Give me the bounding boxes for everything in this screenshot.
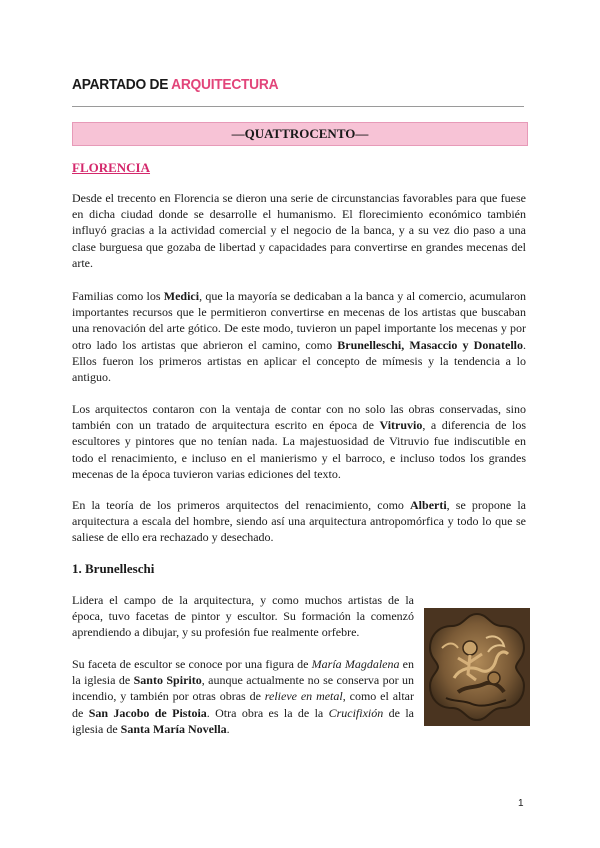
bold-vitruvio: Vitruvio bbox=[379, 418, 423, 433]
text-run: , a diferencia de los escultores y pintores que no tenían nada. La majestuosidad de Vitruvio fue indiscutible en todo el renacimiento, e incluso en el manierismo y el barroco, e incluso todos los grandes mecenas de la época tuvieron varias ediciones del texto. bbox=[72, 418, 526, 481]
italic-crucifixion: Crucifixión bbox=[328, 705, 384, 720]
text-run: En la teoría de los primeros arquitectos del renacimiento, como bbox=[72, 498, 411, 512]
quattrocento-banner bbox=[72, 122, 528, 146]
heading-brunelleschi: 1. Brunelleschi bbox=[72, 561, 155, 576]
paragraph-alberti bbox=[72, 497, 526, 546]
page-number: 1 bbox=[518, 798, 524, 809]
bold-santa-maria-novella: Santa María Novella bbox=[120, 721, 227, 736]
header-divider bbox=[72, 106, 524, 107]
text-run: . Otra obra es la de la bbox=[206, 705, 329, 720]
bold-alberti: Alberti bbox=[410, 498, 447, 512]
text-run: Los arquitectos contaron con la ventaja de contar con no solo las obras conservadas, sino también con un tratado de arquitectura escrito en época de bbox=[72, 402, 526, 433]
paragraph-medici bbox=[72, 288, 526, 385]
bold-santo-spirito: Santo Spirito bbox=[133, 673, 202, 688]
italic-maria-magdalena: María Magdalena bbox=[311, 657, 400, 671]
paragraph-brunelleschi-sculptor bbox=[72, 656, 414, 737]
section-title-florencia: FLORENCIA bbox=[72, 160, 151, 175]
bold-artists: Brunelleschi, Masaccio y Donatello bbox=[337, 337, 523, 352]
bronze-relief-image bbox=[424, 608, 530, 726]
text-run: en la iglesia de bbox=[72, 657, 415, 688]
text-run: de la iglesia de bbox=[72, 705, 414, 736]
italic-relieve-metal: relieve en metal bbox=[264, 689, 343, 704]
bold-san-jacobo: San Jacobo de Pistoia bbox=[88, 705, 207, 720]
text-run: . Ellos fueron los primeros artistas en aplicar el concepto de mímesis y la tendencia a lo antiguo. bbox=[72, 337, 526, 385]
header-title-part2: ARQUITECTURA bbox=[171, 76, 279, 93]
text-run: , se propone la arquitectura a escala del hombre, siendo así una arquitectura antropomórfica y todo lo que se saliese de ello era rechazado y desechado. bbox=[72, 498, 526, 545]
bold-medici: Medici bbox=[163, 289, 200, 303]
paragraph-brunelleschi-intro bbox=[72, 592, 414, 641]
text-run: Su faceta de escultor se conoce por una figura de bbox=[72, 657, 312, 671]
text-run: , como el altar de bbox=[72, 689, 415, 720]
text-run: . bbox=[226, 721, 230, 736]
document-header-title bbox=[72, 76, 278, 93]
text-run: , aunque actualmente no se conserva por un incendio, y también por otras obras de bbox=[72, 673, 415, 704]
text-run: , que la mayoría se dedicaban a la banca y al comercio, acumularon importantes recursos que le permitieron convertirse en mecenas de los artistas que buscaban una renovación del arte gótico. De este modo, tuvieron un papel importante los mecenas y por otro lado los artistas que abrieron el camino, como bbox=[72, 289, 526, 352]
banner-text: —QUATTROCENTO— bbox=[231, 126, 369, 141]
paragraph-florencia-intro bbox=[72, 190, 526, 271]
paragraph-vitruvio bbox=[72, 401, 526, 482]
paragraph-text: Lidera el campo de la arquitectura, y como muchos artistas de la época, tuvo facetas de pintor y escultor. Su formación la comenzó aprendiendo a dibujar, y su profesión fue realmente orfebre. bbox=[72, 593, 414, 640]
header-title-part1: APARTADO DE bbox=[72, 76, 172, 93]
paragraph-text: Desde el trecento en Florencia se dieron una serie de circunstancias favorables para que fuese en dicha ciudad donde se desarrolle el humanismo. El florecimiento económico también influyó gracias a la actividad comercial y el negocio de la banca, y a su vez dio paso a una clase burguesa que gozaba de libertad y capacidades para convertirse en grandes mecenas del arte. bbox=[72, 191, 526, 270]
text-run: Familias como los bbox=[72, 289, 164, 303]
